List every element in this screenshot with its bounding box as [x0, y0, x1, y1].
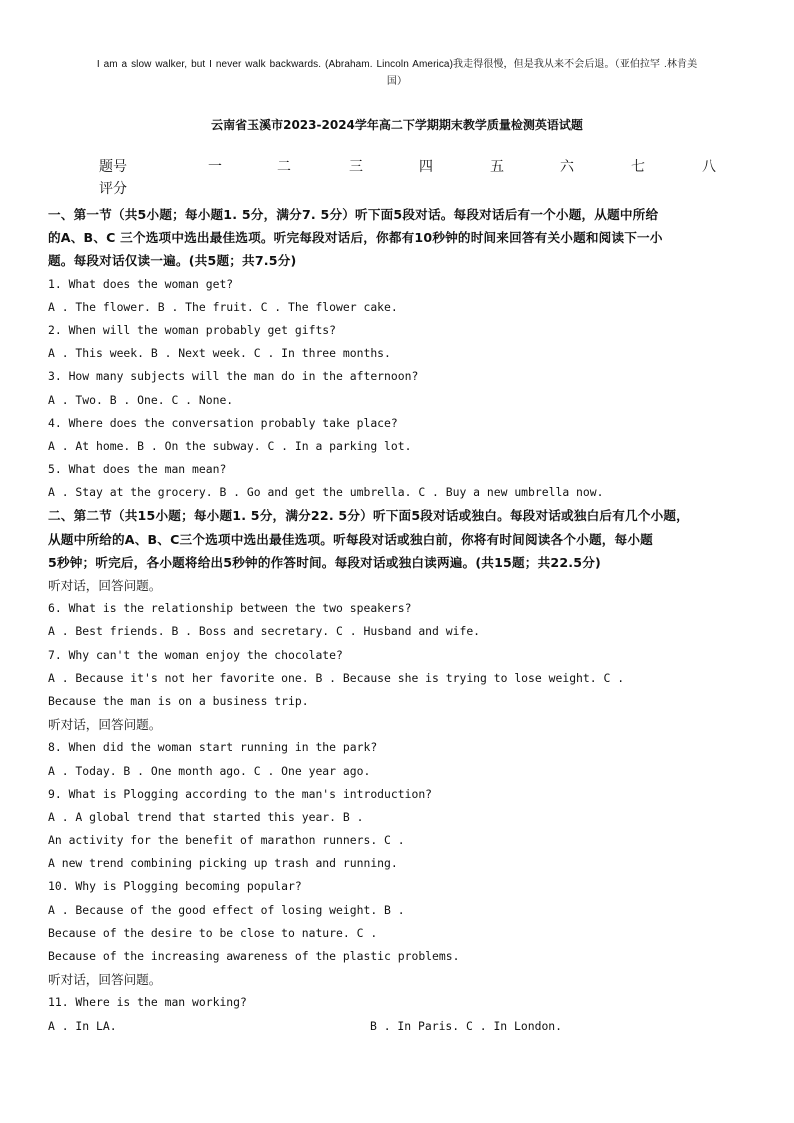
score-table-score-row [99, 178, 739, 200]
score-col-8: 八 [702, 159, 716, 175]
question-8-stem: 8. When did the woman start running in the park? [48, 740, 378, 755]
score-table-header-row [99, 156, 739, 178]
question-11-options [48, 1015, 748, 1038]
score-col-5: 五 [490, 159, 504, 175]
score-table [99, 156, 739, 200]
question-5-stem: 5. What does the man mean? [48, 462, 227, 477]
question-4-options: A . At home. B . On the subway. C . In a parking lot. [48, 438, 412, 453]
score-header-label: 题号 [99, 159, 127, 175]
question-5-options: A . Stay at the grocery. B . Go and get the umbrella. C . Buy a new umbrella now. [48, 485, 604, 500]
score-col-6: 六 [560, 159, 574, 175]
listen-instruction-1: 听对话，回答问题。 [48, 578, 162, 593]
score-col-7: 七 [631, 159, 645, 175]
section2-instruction-3: 5秒钟；听完后，各小题将给出5秒钟的作答时间。每段对话或独白读两遍。(共15题；共22.5分) [48, 554, 602, 570]
quote-line-2: 国） [386, 76, 408, 87]
question-1-stem: 1. What does the woman get? [48, 276, 234, 291]
question-1-options: A . The flower. B . The fruit. C . The flower cake. [48, 299, 398, 314]
question-9-options-3: A new trend combining picking up trash and running. [48, 856, 398, 871]
question-11-option-a: A . In LA. [48, 1018, 117, 1033]
question-10-options-3: Because of the increasing awareness of the plastic problems. [48, 949, 460, 963]
question-9-options-2: An activity for the benefit of marathon runners. C . [48, 833, 405, 848]
question-4-stem: 4. Where does the conversation probably take place? [48, 415, 398, 430]
question-7-stem: 7. Why can't the woman enjoy the chocolate? [48, 647, 343, 662]
question-9-stem: 9. What is Plogging according to the man's introduction? [48, 786, 433, 801]
score-row-label: 评分 [99, 181, 127, 197]
score-col-1: 一 [208, 159, 222, 175]
quote-line-1: I am a slow walker, but I never walk backwards. (Abraham. Lincoln America)我走得很慢，但是我从来不会后退。（亚伯拉罕 .林肯美 [96, 59, 698, 70]
exam-title: 云南省玉溪市2023-2024学年高二下学期期末教学质量检测英语试题 [211, 118, 583, 132]
header-quote [40, 52, 754, 86]
exam-content [48, 203, 748, 1038]
question-10-stem: 10. Why is Plogging becoming popular? [48, 879, 302, 894]
section2-instruction-2: 从题中所给的A、B、C三个选项中选出最佳选项。听每段对话或独白前，你将有时间阅读各个小题，每小题 [48, 531, 653, 547]
section1-instruction-3: 题。每段对话仅读一遍。(共5题；共7.5分) [48, 253, 297, 269]
question-10-options-1: A . Because of the good effect of losing weight. B . [48, 902, 405, 917]
question-11-option-bc: B . In Paris. C . In London. [370, 1018, 563, 1033]
question-8-options: A . Today. B . One month ago. C . One year ago. [48, 763, 371, 778]
listen-instruction-2: 听对话，回答问题。 [48, 717, 162, 733]
question-7-options-2: Because the man is on a business trip. [48, 693, 309, 708]
question-7-options-1: A . Because it's not her favorite one. B . Because she is trying to lose weight. C . [48, 670, 625, 685]
question-6-stem: 6. What is the relationship between the two speakers? [48, 601, 412, 616]
section1-instruction-1: 一、第一节（共5小题；每小题1. 5分，满分7. 5分）听下面5段对话。每段对话后有一个小题，从题中所给 [48, 207, 659, 222]
score-col-3: 三 [349, 159, 363, 175]
section2-instruction-1: 二、第二节（共15小题；每小题1. 5分，满分22. 5分）听下面5段对话或独白。每段对话或独白后有几个小题， [48, 508, 689, 524]
question-3-stem: 3. How many subjects will the man do in the afternoon? [48, 369, 419, 384]
question-3-options: A . Two. B . One. C . None. [48, 392, 234, 407]
question-9-options-1: A . A global trend that started this year. B . [48, 809, 364, 824]
question-11-stem: 11. Where is the man working? [48, 995, 247, 1010]
question-6-options: A . Best friends. B . Boss and secretary. C . Husband and wife. [48, 624, 481, 639]
question-10-options-2: Because of the desire to be close to nature. C . [48, 925, 378, 940]
section1-instruction-2: 的A、B、C 三个选项中选出最佳选项。听完每段对话后，你都有10秒钟的时间来回答有关小题和阅读下一小 [48, 230, 663, 246]
score-col-2: 二 [277, 159, 291, 175]
question-2-options: A . This week. B . Next week. C . In three months. [48, 346, 391, 361]
question-2-stem: 2. When will the woman probably get gifts? [48, 322, 337, 337]
score-col-4: 四 [419, 159, 433, 175]
listen-instruction-3: 听对话，回答问题。 [48, 972, 162, 988]
